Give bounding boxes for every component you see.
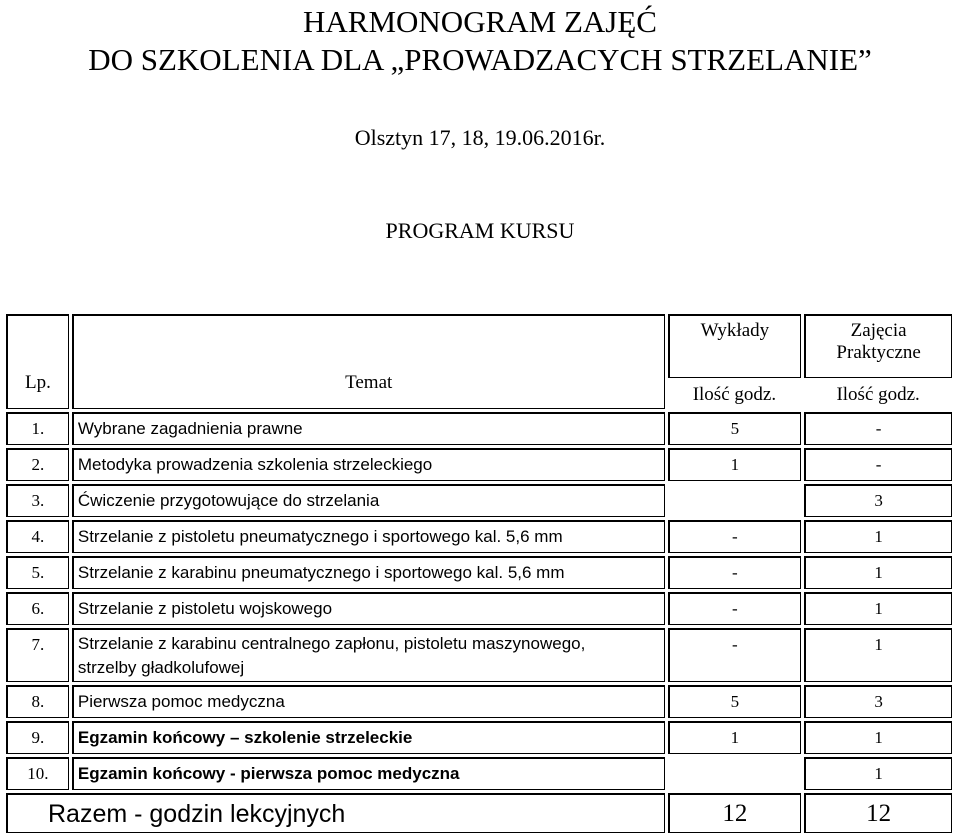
row-number: 8. bbox=[6, 685, 69, 718]
row-practice: 1 bbox=[804, 592, 952, 625]
table-row bbox=[6, 412, 952, 445]
row-topic: Wybrane zagadnienia prawne bbox=[72, 412, 665, 445]
row-practice: 1 bbox=[804, 757, 952, 790]
schedule-table bbox=[3, 311, 955, 836]
row-number: 6. bbox=[6, 592, 69, 625]
row-topic: Strzelanie z karabinu pneumatycznego i sportowego kal. 5,6 mm bbox=[72, 556, 665, 589]
row-number: 9. bbox=[6, 721, 69, 754]
row-topic-line1: Strzelanie z karabinu centralnego zapłonu, pistoletu maszynowego, bbox=[77, 633, 586, 653]
total-row bbox=[6, 793, 952, 833]
row-practice: 1 bbox=[804, 520, 952, 553]
place-and-date: Olsztyn 17, 18, 19.06.2016r. bbox=[354, 125, 606, 150]
table-row bbox=[6, 448, 952, 481]
row-practice: 1 bbox=[804, 628, 952, 682]
table-row bbox=[6, 757, 952, 790]
row-number: 2. bbox=[6, 448, 69, 481]
row-topic: Egzamin końcowy - pierwsza pomoc medyczna bbox=[72, 757, 665, 790]
header-practice-line1: Zajęcia bbox=[850, 320, 907, 341]
row-practice: 1 bbox=[804, 556, 952, 589]
row-number: 3. bbox=[6, 484, 69, 517]
row-number: 1. bbox=[6, 412, 69, 445]
table-row bbox=[6, 592, 952, 625]
table-row bbox=[6, 721, 952, 754]
header-practice bbox=[804, 314, 952, 378]
row-topic: Strzelanie z pistoletu wojskowego bbox=[72, 592, 665, 625]
row-topic: Ćwiczenie przygotowujące do strzelania bbox=[72, 484, 665, 517]
row-practice: 1 bbox=[804, 721, 952, 754]
document-title-line1: HARMONOGRAM ZAJĘĆ bbox=[303, 4, 657, 39]
row-topic-line2: strzelby gładkolufowej bbox=[77, 657, 245, 677]
row-topic: Metodyka prowadzenia szkolenia strzeleckiego bbox=[72, 448, 665, 481]
row-lectures: - bbox=[668, 520, 802, 553]
row-lectures: - bbox=[668, 556, 802, 589]
header-topic: Temat bbox=[72, 314, 665, 409]
header-practice-hours: Ilość godz. bbox=[836, 384, 920, 405]
row-lectures: 5 bbox=[668, 412, 802, 445]
row-lectures bbox=[668, 757, 802, 790]
table-row bbox=[6, 628, 952, 682]
row-number: 4. bbox=[6, 520, 69, 553]
header-lectures: Wykłady bbox=[668, 314, 802, 378]
row-practice: - bbox=[804, 448, 952, 481]
total-practice: 12 bbox=[804, 793, 952, 833]
row-number: 5. bbox=[6, 556, 69, 589]
row-lectures bbox=[668, 484, 802, 517]
row-topic: Egzamin końcowy – szkolenie strzeleckie bbox=[72, 721, 665, 754]
program-title: PROGRAM KURSU bbox=[385, 218, 575, 243]
row-lectures: 1 bbox=[668, 721, 802, 754]
row-number: 7. bbox=[6, 628, 69, 682]
table-row bbox=[6, 556, 952, 589]
document-title-line2: DO SZKOLENIA DLA „PROWADZACYCH STRZELANIE” bbox=[88, 42, 872, 77]
total-label: Razem - godzin lekcyjnych bbox=[6, 793, 665, 833]
row-practice: 3 bbox=[804, 484, 952, 517]
row-lectures: 1 bbox=[668, 448, 802, 481]
row-lectures: - bbox=[668, 628, 802, 682]
row-lectures: 5 bbox=[668, 685, 802, 718]
row-number: 10. bbox=[6, 757, 69, 790]
header-practice-line2: Praktyczne bbox=[836, 342, 921, 363]
table-row bbox=[6, 685, 952, 718]
row-topic: Strzelanie z pistoletu pneumatycznego i sportowego kal. 5,6 mm bbox=[72, 520, 665, 553]
row-lectures: - bbox=[668, 592, 802, 625]
row-practice: 3 bbox=[804, 685, 952, 718]
total-lectures: 12 bbox=[668, 793, 802, 833]
table-row bbox=[6, 520, 952, 553]
table-row bbox=[6, 484, 952, 517]
row-topic: Pierwsza pomoc medyczna bbox=[72, 685, 665, 718]
header-lp: Lp. bbox=[6, 314, 69, 409]
header-lectures-hours: Ilość godz. bbox=[692, 384, 777, 405]
row-topic bbox=[72, 628, 665, 682]
row-practice: - bbox=[804, 412, 952, 445]
